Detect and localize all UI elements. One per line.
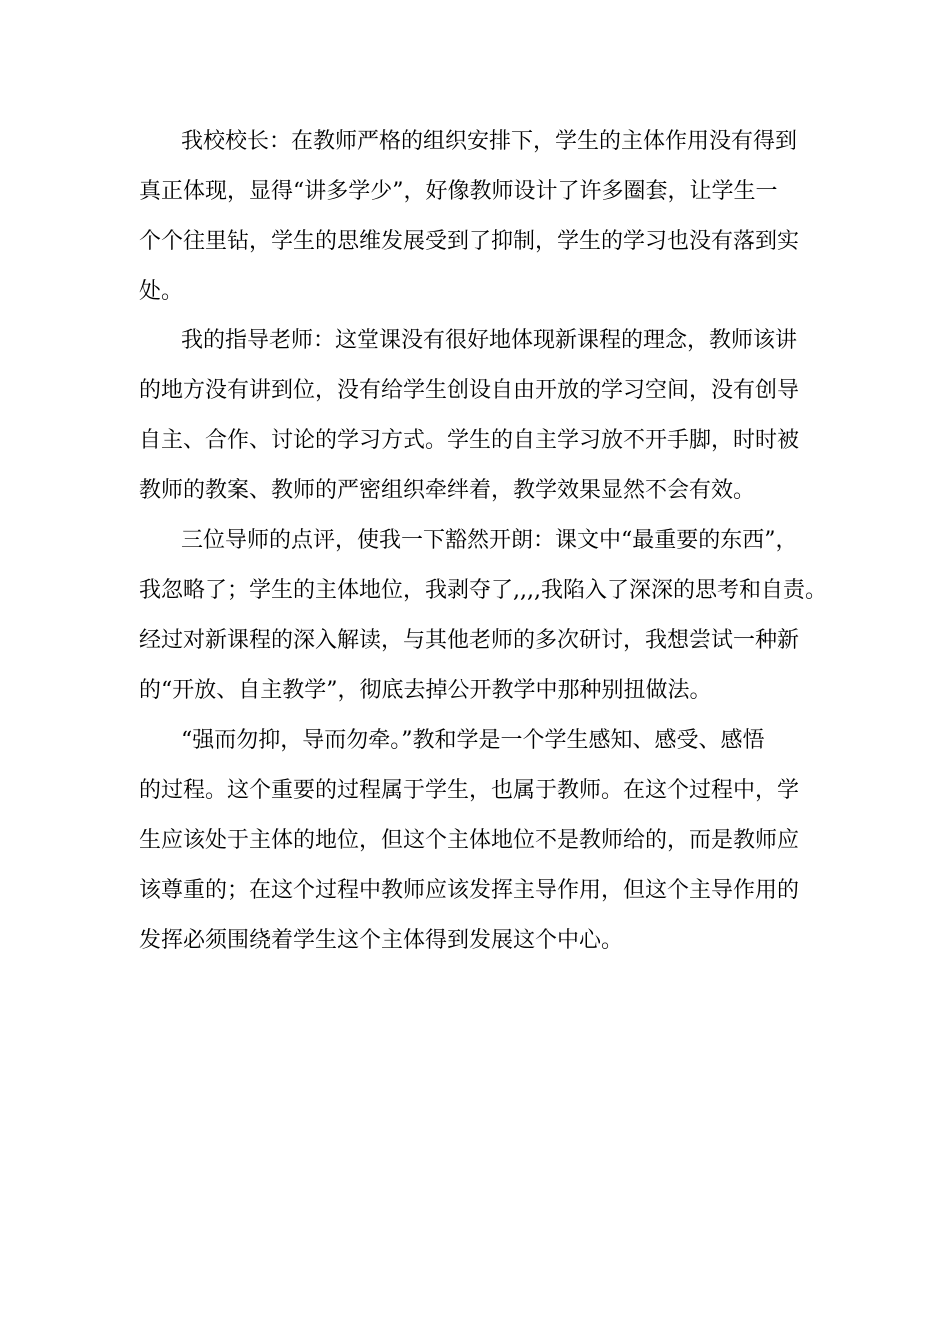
text-line: 处。 xyxy=(139,279,184,304)
text-line: “强而勿抑，导而勿牵。”教和学是一个学生感知、感受、感悟 xyxy=(181,728,765,753)
text-line: 我的指导老师：这堂课没有很好地体现新课程的理念，教师该讲 xyxy=(181,328,798,353)
text-line: 三位导师的点评，使我一下豁然开朗：课文中“最重要的东西”， xyxy=(181,528,798,553)
text-line: 发挥必须围绕着学生这个主体得到发展这个中心。 xyxy=(139,928,624,953)
text-line: 我忽略了；学生的主体地位，我剥夺了,,,,我陷入了深深的思考和自责。 xyxy=(139,578,827,603)
text-line: 的过程。这个重要的过程属于学生，也属于教师。在这个过程中，学 xyxy=(139,778,800,803)
text-line: 我校校长：在教师严格的组织安排下，学生的主体作用没有得到 xyxy=(181,129,798,154)
text-line: 生应该处于主体的地位，但这个主体地位不是教师给的，而是教师应 xyxy=(139,828,800,853)
text-line: 个个往里钻，学生的思维发展受到了抑制，学生的学习也没有落到实 xyxy=(139,229,800,254)
text-line: 教师的教案、教师的严密组织牵绊着，教学效果显然不会有效。 xyxy=(139,478,756,503)
text-line: 自主、合作、讨论的学习方式。学生的自主学习放不开手脚，时时被 xyxy=(139,428,800,453)
text-line: 该尊重的；在这个过程中教师应该发挥主导作用，但这个主导作用的 xyxy=(139,878,800,903)
text-line: 的地方没有讲到位，没有给学生创设自由开放的学习空间，没有创导 xyxy=(139,378,800,403)
text-line: 真正体现，显得“讲多学少”，好像教师设计了许多圈套，让学生一 xyxy=(139,179,778,204)
text-line: 的“开放、自主教学”，彻底去掉公开教学中那种别扭做法。 xyxy=(139,678,712,703)
text-line: 经过对新课程的深入解读，与其他老师的多次研讨，我想尝试一种新 xyxy=(139,628,800,653)
